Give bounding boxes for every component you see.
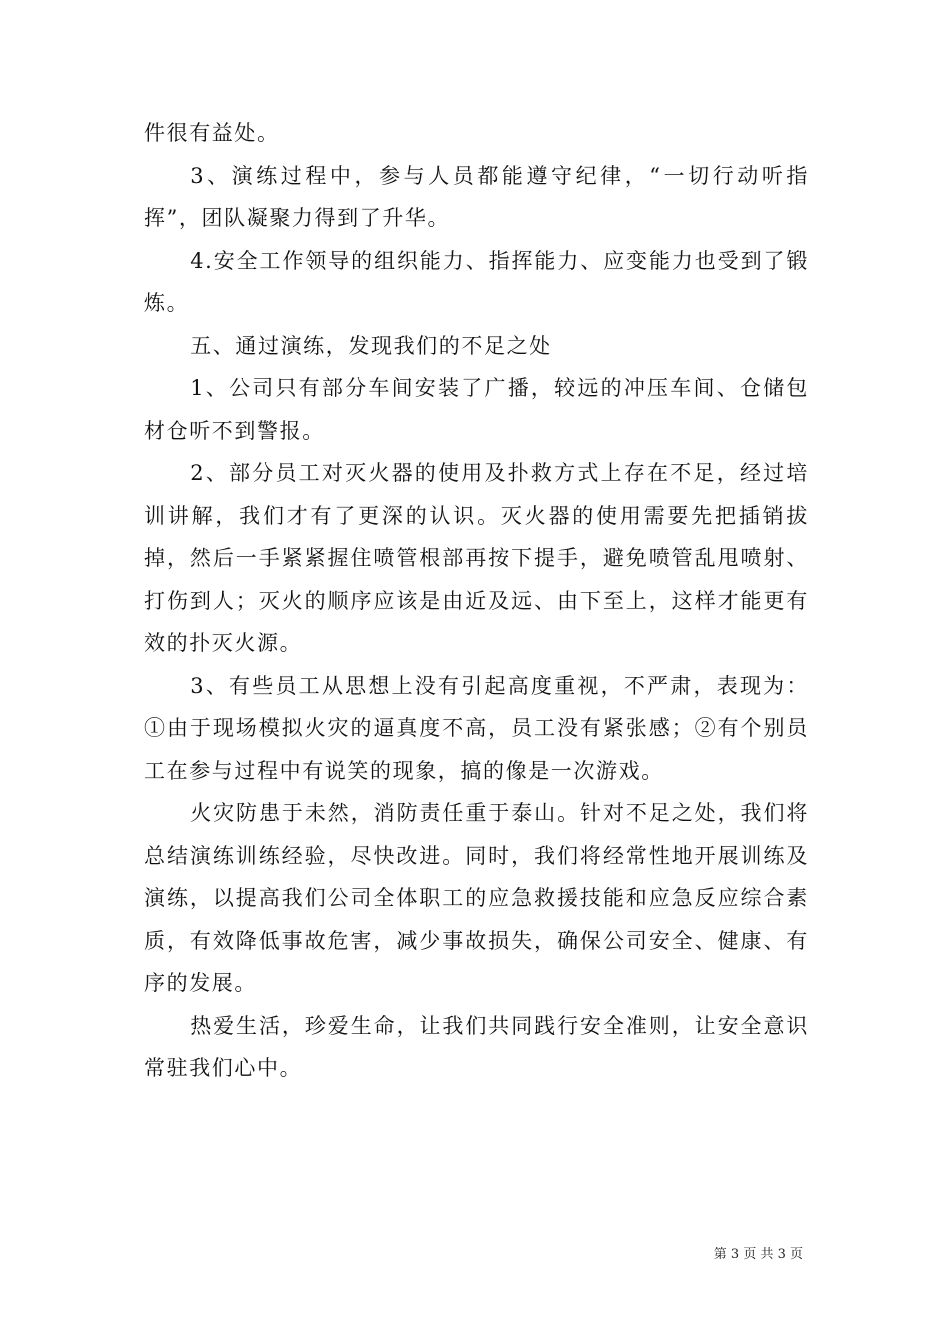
paragraph-shortcoming-2: 2、部分员工对灭火器的使用及扑救方式上存在不足，经过培训讲解，我们才有了更深的认识。灭火器的使用需要先把插销拔掉，然后一手紧紧握住喷管根部再按下提手，避免喷管乱甩喷射、打伤到人；灭火的顺序应该是由近及远、由下至上，这样才能更有效的扑灭火源。 [144,461,809,655]
paragraph-conclusion: 火灾防患于未然，消防责任重于泰山。针对不足之处，我们将总结演练训练经验，尽快改进。同时，我们将经常性地开展训练及演练，以提高我们公司全体职工的应急救援技能和应急反应综合素质，有效降低事故危害，减少事故损失，确保公司安全、健康、有序的发展。 [144,801,809,995]
paragraph-item-3: 3、演练过程中，参与人员都能遵守纪律，“一切行动听指挥”，团队凝聚力得到了升华。 [144,163,809,230]
paragraph-item-4: 4.安全工作领导的组织能力、指挥能力、应变能力也受到了锻炼。 [144,248,809,315]
paragraph-shortcoming-3: 3、有些员工从思想上没有引起高度重视，不严肃，表现为：①由于现场模拟火灾的逼真度不高，员工没有紧张感；②有个别员工在参与过程中有说笑的现象，搞的像是一次游戏。 [144,673,809,783]
section-heading-five: 五、通过演练，发现我们的不足之处 [190,333,552,358]
paragraph-shortcoming-1: 1、公司只有部分车间安装了广播，较远的冲压车间、仓储包材仓听不到警报。 [144,376,809,443]
paragraph-continuation: 件很有益处。 [144,121,280,145]
page-number-footer: 第 3 页 共 3 页 [713,1247,803,1262]
paragraph-closing: 热爱生活，珍爱生命，让我们共同践行安全准则，让安全意识常驻我们心中。 [144,1013,809,1080]
document-body [144,112,809,1090]
